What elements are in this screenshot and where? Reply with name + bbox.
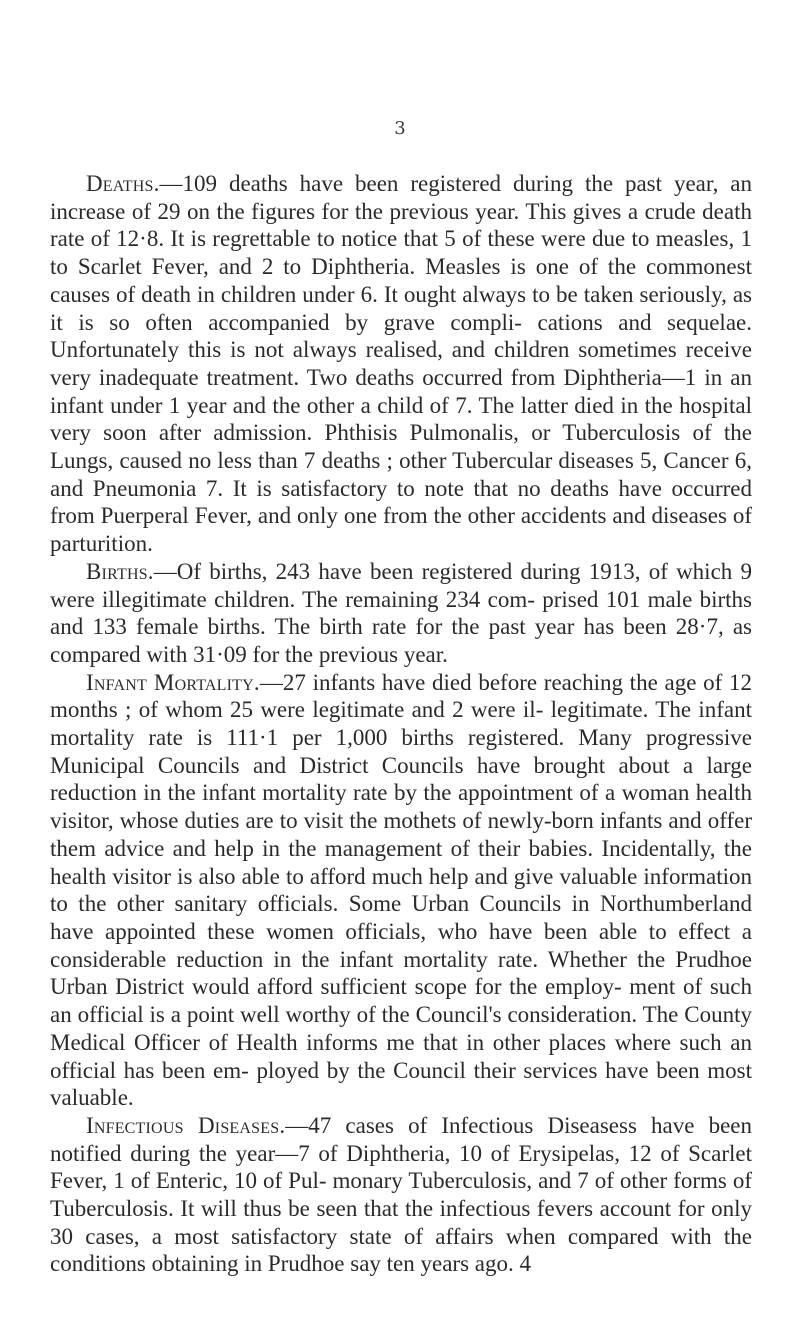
infectious-diseases-paragraph: [50, 1112, 752, 1278]
births-text: —Of births, 243 have been registered during 1913, of which 9 were illegitimate children. The remaining 234 com- prised 101 male births and 133 female births. The birth rate for the past year has been 28·7, as compared with 31·09 for the previous year.: [50, 558, 752, 667]
infectious-diseases-text: —47 cases of Infectious Diseasess have been notified during the year—7 of Diphtheria, 10 of Erysipelas, 12 of Scarlet Fever, 1 of Enteric, 10 of Pul- monary Tuberculosis, and 7 of other forms of Tuberculosis. It will thus be seen that the infectious fevers account for only 30 cases, a most satisfactory state of affairs when compared with the conditions obtaining in Prudhoe say ten years ago. 4: [50, 1112, 753, 1277]
infant-mortality-heading: Infant Mortality.: [86, 669, 260, 695]
deaths-paragraph: [50, 170, 752, 558]
infant-mortality-paragraph: [50, 669, 752, 1112]
infectious-diseases-heading: Infectious Diseases.: [86, 1112, 286, 1138]
deaths-text: —109 deaths have been registered during the past year, an increase of 29 on the figures for the previous year. This gives a crude death rate of 12·8. It is regrettable to notice that 5 of these were due to measles, 1 to Scarlet Fever, and 2 to Diphtheria. Measles is one of the commonest causes of death in children under 6. It ought always to be taken seriously, as it is so often accompanied by grave compli- cations and sequelae. Unfortunately this is not always realised, and children sometimes receive very inadequate treatment. Two deaths occurred from Diphtheria—1 in an infant under 1 year and the other a child of 7. The latter died in the hospital very soon after admission. Phthisis Pulmonalis, or Tuberculosis of the Lungs, caused no less than 7 deaths ; other Tubercular diseases 5, Cancer 6, and Pneumonia 7. It is satisfactory to note that no deaths have occurred from Puerperal Fever, and only one from the other accidents and diseases of parturition.: [50, 171, 752, 557]
deaths-heading: Deaths.: [86, 171, 160, 196]
page-number: 3: [394, 118, 406, 139]
births-paragraph: [50, 558, 752, 669]
births-heading: Births.: [86, 558, 154, 584]
report-body: [50, 170, 752, 1278]
infant-mortality-text: —27 infants have died before reaching the age of 12 months ; of whom 25 were legitimate and 2 were il- legitimate. The infant mortality rate is 111·1 per 1,000 births registered. Many progressive Municipal Councils and District Councils have brought about a large reduction in the infant mortality rate by the appointment of a woman health visitor, whose duties are to visit the mothets of newly-born infants and offer them advice and help in the management of their babies. Incidentally, the health visitor is also able to afford much help and give valuable information to the other sanitary officials. Some Urban Councils in Northumberland have appointed these women officials, who have been able to effect a considerable reduction in the infant mortality rate. Whether the Prudhoe Urban District would afford sufficient scope for the employ- ment of such an official is a point well worthy of the Council's consideration. The County Medical Officer of Health informs me that in other places where such an official has been em- ployed by the Council their services have been most valuable.: [50, 669, 753, 1111]
